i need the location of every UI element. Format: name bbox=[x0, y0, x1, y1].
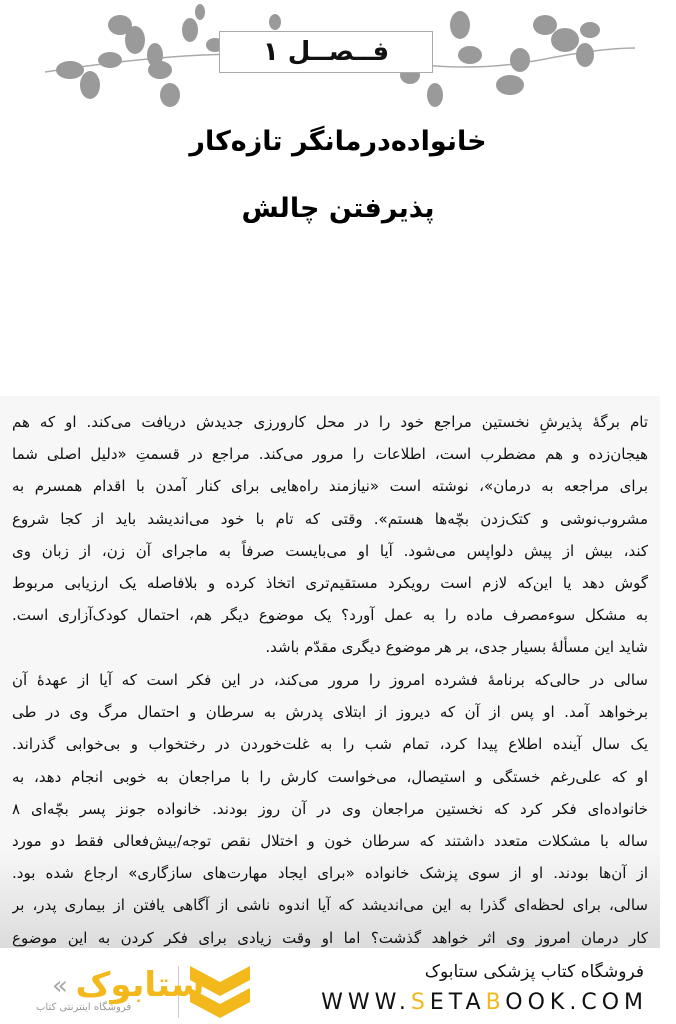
body-text bbox=[0, 396, 660, 948]
store-url: WWW.SETABOOK.COM bbox=[321, 990, 648, 1015]
text-line: گوش دهد یا این‌که لازم است رویکرد مستقیم‌تری اتخاذ کرده و بلافاصله یک ارزیابی مربوط bbox=[12, 573, 648, 592]
text-line: خانواده‌ای فکر کرد که نخستین مراجعان وی در آن روز بودند. خانواده جونز پسر بچّه‌ای ۸ bbox=[12, 799, 648, 818]
chapter-title: خانواده‌درمانگر تازه‌کار bbox=[189, 126, 487, 157]
text-line: یک سال آینده اطلاع پیدا کرد، تمام شب را به غلت‌خوردن در رختخواب و بی‌خوابی گذراند. bbox=[12, 735, 648, 754]
logo-subtitle: فروشگاه اینترنتی کتاب bbox=[36, 1002, 132, 1013]
paragraph bbox=[12, 406, 648, 664]
logo-wordmark: ستابوک bbox=[75, 965, 205, 1005]
section-title: پذیرفتن چالش bbox=[241, 193, 435, 224]
text-line: کند، بیش از پیش دلواپس می‌شود. آیا او می‌بایست صرفاً به ماجرای آن زن، از زبان وی bbox=[12, 541, 648, 560]
footer-banner bbox=[0, 948, 676, 1024]
text-line: از آن‌ها بودند. او از سوی پزشک خانواده «برای ایجاد مهارت‌های سازگاری» ارجاع شده بود. bbox=[12, 864, 648, 883]
text-line: برای مراجعه به درمان»، نوشته است «نیازمند راه‌هایی برای کنار آمدن با اقدام همسرم به bbox=[12, 477, 648, 496]
text-line: تام برگهٔ پذیرشِ نخستین مراجع خود را در محل کارورزی جدیدش دریافت می‌کند. او که هم bbox=[12, 413, 648, 431]
paragraph bbox=[12, 664, 648, 954]
text-line: سالی در حالی‌که برنامهٔ فشرده امروز را مرور می‌کند، در این فکر است که آیا از عهدهٔ آن bbox=[12, 671, 648, 689]
chapter-label: فــصــل ۱ bbox=[219, 31, 433, 73]
text-line: برخواهد آمد. او پس از آن که دیروز از ابتلای پدرش به سرطان و احتمال مرگ وی در طی bbox=[12, 703, 648, 722]
text-line: به مشکل سوءمصرف ماده را به عمل آورد؟ یک موضوع دیگر هم، احتمال کودک‌آزاری است. bbox=[12, 606, 648, 625]
store-name: فروشگاه کتاب پزشکی ستابوک bbox=[424, 962, 644, 982]
text-line: هیجان‌زده و هم مضطرب است، اطلاعات را مرور می‌کند. مراجع در قسمتِ «دلیل اصلی شما bbox=[12, 445, 648, 464]
text-line: ساله با مشکلات متعدد داشتند که سرطان خون و اختلال نقص توجه/بیش‌فعالی فقط دو مورد bbox=[12, 831, 648, 850]
text-line: شاید این مسألهٔ بسیار جدی، بر هر موضوع دیگری مقدّم باشد. bbox=[265, 638, 648, 657]
text-line: کار درمان امروز وی اثر خواهد گذشت؟ اما او وقت زیادی برای فکر کردن به این موضوع bbox=[12, 928, 648, 947]
text-line: او که علی‌رغم خستگی و استیصال، می‌خواست کارش را با مراجعان به خوبی انجام دهد، به bbox=[12, 767, 648, 786]
text-line: سالی، برای لحظه‌ای گذرا به این می‌اندیشد که آیا اندوه ناشی از آگاهی یافتن از بیماری پدر، بر bbox=[12, 896, 648, 915]
svg-text:«: « bbox=[52, 971, 68, 1001]
text-line: مشروب‌نوشی و کتک‌زدن بچّه‌ها هستم». وقتی که تام با خود می‌اندیشد باید از کجا شروع bbox=[12, 509, 648, 528]
